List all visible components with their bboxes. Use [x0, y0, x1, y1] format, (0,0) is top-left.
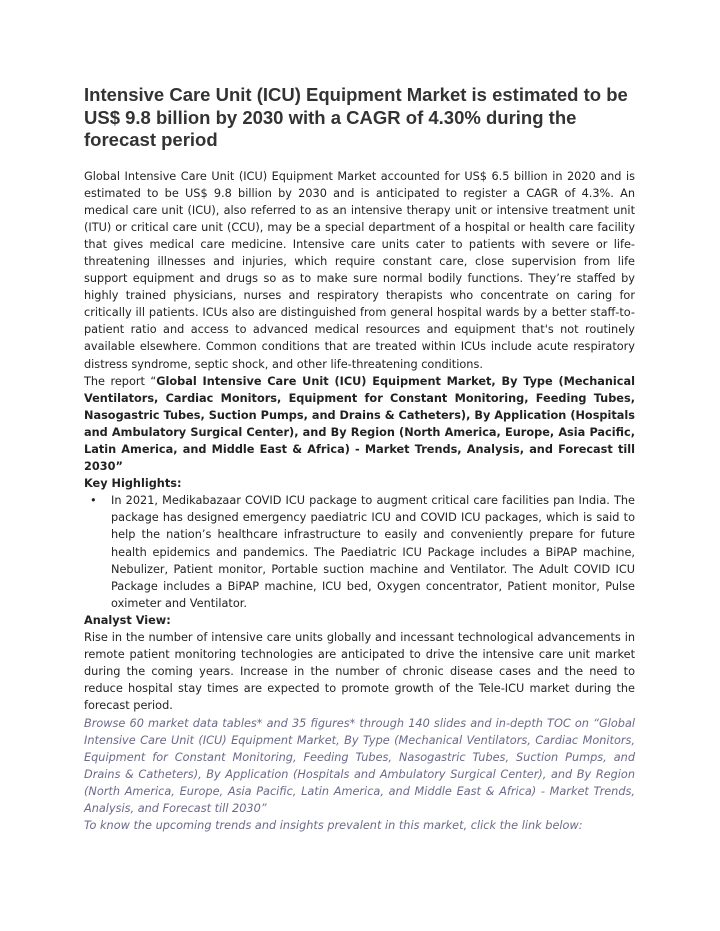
document-page — [84, 84, 635, 834]
report-prefix: The report “ — [84, 374, 157, 388]
analyst-heading: Analyst View: — [84, 613, 171, 627]
report-title: Global Intensive Care Unit (ICU) Equipment Market, By Type (Mechanical Ventilators, Cardiac Monitors, Equipment for Constant Monitoring, Feeding Tubes, Nasogastric Tubes, Suction Pumps, and Drains & Catheters), By Application (Hospitals and Ambulatory Surgical Center), and By Region (North America, Europe, Asia Pacific, Latin America, and Middle East & Africa) - Market Trends, Analysis, and Forecast till 2030” — [84, 374, 635, 474]
intro-paragraph: Global Intensive Care Unit (ICU) Equipment Market accounted for US$ 6.5 billion in 2020 and is estimated to be US$ 9.8 billion by 2030 and is anticipated to register a CAGR of 4.3%. An medical care unit (ICU), also referred to as an intensive therapy unit or intensive treatment unit (ITU) or critical care unit (CCU), may be a special department of a hospital or health care facility that gives medical care medicine. Intensive care units cater to patients with severe or life-threatening illnesses and injuries, which require constant care, close supervision from life support equipment and drugs so as to make sure normal bodily functions. They’re staffed by highly trained physicians, nurses and respiratory therapists who concentrate on caring for critically ill patients. ICUs also are distinguished from general hospital wards by a better staff-to-patient ratio and access to advanced medical resources and equipment that's not routinely available elsewhere. Common conditions that are treated within ICUs include acute respiratory distress syndrome, septic shock, and other life-threatening conditions. — [84, 169, 635, 371]
page-title: Intensive Care Unit (ICU) Equipment Market is estimated to be US$ 9.8 billion by 2030 with a CAGR of 4.30% during the forecast period — [84, 84, 628, 150]
highlight-text: In 2021, Medikabazaar COVID ICU package to augment critical care facilities pan India. The package has designed emergency paediatric ICU and COVID ICU packages, which is said to help the nation’s healthcare infrastructure to easily and conveniently prepare for future health epidemics and pandemics. The Paediatric ICU Package includes a BiPAP machine, Nebulizer, Patient monitor, Portable suction machine and Ventilator. The Adult COVID ICU Package includes a BiPAP machine, ICU bed, Oxygen concentrator, Patient monitor, Pulse oximeter and Ventilator. — [111, 494, 635, 610]
list-item — [90, 492, 635, 612]
key-highlights-heading: Key Highlights: — [84, 477, 182, 491]
bullet-icon: • — [90, 494, 97, 508]
highlights-list — [84, 492, 635, 612]
browse-paragraph: Browse 60 market data tables* and 35 figures* through 140 slides and in-depth TOC on “Global Intensive Care Unit (ICU) Equipment Market, By Type (Mechanical Ventilators, Cardiac Monitors, Equipment for Constant Monitoring, Feeding Tubes, Nasogastric Tubes, Suction Pumps, and Drains & Catheters), By Application (Hospitals and Ambulatory Surgical Center), and By Region (North America, Europe, Asia Pacific, Latin America, and Middle East & Africa) - Market Trends, Analysis, and Forecast till 2030” — [84, 716, 635, 815]
link-prompt[interactable]: To know the upcoming trends and insights prevalent in this market, click the link below: — [84, 819, 583, 833]
analyst-paragraph: Rise in the number of intensive care units globally and incessant technological advancements in remote patient monitoring technologies are anticipated to drive the intensive care unit market during the coming years. Increase in the number of chronic disease cases and the need to reduce hospital stay times are expected to promote growth of the Tele-ICU market during the forecast period. — [84, 631, 635, 713]
report-paragraph — [84, 373, 635, 476]
